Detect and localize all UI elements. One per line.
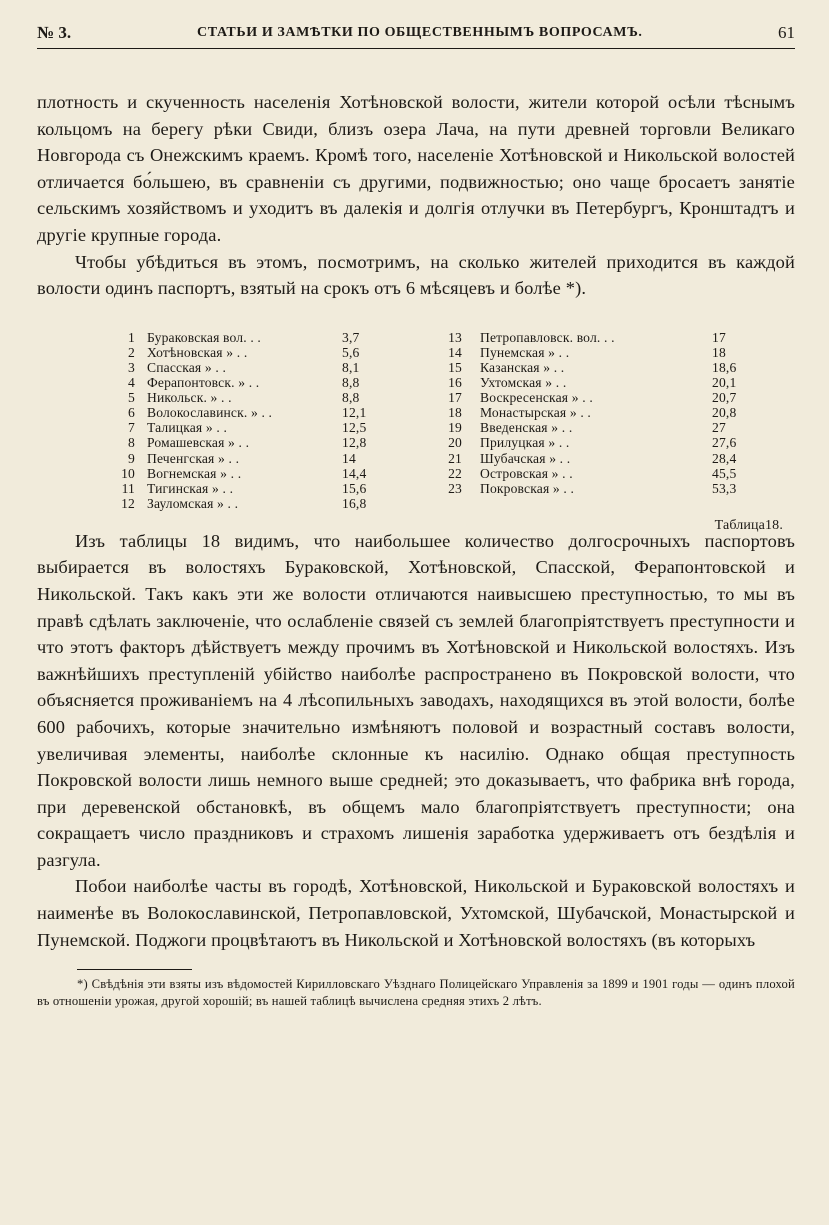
- table-row: [115, 360, 405, 375]
- volost-name: Ферапонтовск. » . .: [147, 375, 260, 391]
- row-number: 13: [448, 329, 462, 345]
- table-row: [442, 435, 742, 450]
- section-title: СТАТЬИ И ЗАМѢТКИ ПО ОБЩЕСТВЕННЫМЪ ВОПРОСАМЪ.: [197, 25, 643, 40]
- row-value: 14: [342, 450, 356, 466]
- footnote-text: *) Свѣдѣнія эти взяты изъ вѣдомостей Кирилловскаго Уѣзднаго Полицейскаго Управленія за 1899 и 1901 годы — одинъ плохой въ отношеніи урожая, другой хорошій; въ нашей таблицѣ вычислена средняя этихъ 2 лѣтъ.: [37, 977, 795, 1009]
- table-row: [115, 466, 405, 481]
- row-number: 18: [448, 405, 462, 421]
- row-number: 21: [448, 450, 462, 466]
- row-number: 7: [128, 420, 135, 436]
- row-value: 20,1: [712, 375, 737, 391]
- table-row: [442, 466, 742, 481]
- volost-name: Введенская » . .: [480, 420, 573, 436]
- table-row: [442, 451, 742, 466]
- row-number: 8: [128, 435, 135, 451]
- volost-name: Никольск. » . .: [147, 390, 232, 406]
- row-value: 5,6: [342, 344, 360, 360]
- row-number: 19: [448, 420, 462, 436]
- row-number: 5: [128, 390, 135, 406]
- page-number: 61: [778, 23, 795, 42]
- row-number: 22: [448, 465, 462, 481]
- row-value: 12,1: [342, 405, 367, 421]
- table-18: [37, 306, 795, 533]
- row-value: 3,7: [342, 329, 360, 345]
- table-row: [442, 420, 742, 435]
- volost-name: Монастырская » . .: [480, 405, 591, 421]
- row-value: 18,6: [712, 359, 737, 375]
- row-number: 9: [128, 450, 135, 466]
- table-right-column: [442, 330, 742, 496]
- row-value: 20,8: [712, 405, 737, 421]
- row-value: 16,8: [342, 495, 367, 511]
- document-page: [37, 18, 795, 1010]
- volost-name: Бураковская вол. . .: [147, 329, 261, 345]
- table-row: [115, 420, 405, 435]
- paragraph-3: Изъ таблицы 18 видимъ, что наибольшее количество долгосрочныхъ паспортовъ выбирается въ волостяхъ Бураковской, Хотѣновской, Спасской, Ферапонтовской и Никольской. Такъ какъ эти же волости отличаются наивысшею преступностью, то мы въ правѣ сдѣлать заключеніе, что ослабленіе связей съ землей благопріятствуетъ преступности и что этотъ факторъ дѣйствуетъ между прочимъ въ Хотѣновской и Никольской волостяхъ. Изъ важнѣйшихъ преступленій убійство наиболѣе распространено въ Покровской волости, что объясняется проживаніемъ на 4 лѣсопильныхъ заводахъ, находящихся въ этой волости, болѣе 600 рабочихъ, которые значительно измѣняютъ половой и возрастный составъ волости, увеличивая элементы, наиболѣе склонные къ насилію. Однако общая преступность Покровской волости лишь немного выше средней; это доказываетъ, что фабрика внѣ города, при деревенской обстановкѣ, въ общемъ мало благопріятствуетъ преступности; она сокращаетъ число праздниковъ и страхомъ лишенія заработка удерживаетъ отъ бездѣлія и разгула.: [37, 530, 795, 870]
- row-number: 4: [128, 375, 135, 391]
- row-value: 27: [712, 420, 726, 436]
- table-row: [442, 330, 742, 345]
- row-number: 3: [128, 359, 135, 375]
- volost-name: Вогнемская » . .: [147, 465, 242, 481]
- volost-name: Спасская » . .: [147, 359, 227, 375]
- volost-name: Зауломская » . .: [147, 495, 239, 511]
- table-row: [442, 390, 742, 405]
- row-number: 10: [121, 465, 135, 481]
- row-number: 1: [128, 329, 135, 345]
- issue-number: № 3.: [37, 23, 72, 42]
- volost-name: Волокославинск. » . .: [147, 405, 273, 421]
- row-number: 15: [448, 359, 462, 375]
- table-caption: Таблица18.: [714, 517, 783, 533]
- volost-name: Ромашевская » . .: [147, 435, 250, 451]
- row-value: 18: [712, 344, 726, 360]
- row-value: 8,1: [342, 359, 360, 375]
- paragraph-4: Побои наиболѣе часты въ городѣ, Хотѣновской, Никольской и Бураковской волостяхъ и наименѣе въ Волокославинской, Петропавловской, Ухтомской, Шубачской, Монастырской и Пунемской. Поджоги процвѣтаютъ въ Никольской и Хотѣновской волостяхъ (въ которыхъ: [37, 876, 795, 950]
- volost-name: Покровская » . .: [480, 480, 575, 496]
- table-row: [442, 375, 742, 390]
- row-number: 20: [448, 435, 462, 451]
- row-number: 11: [121, 480, 135, 496]
- row-number: 16: [448, 375, 462, 391]
- paragraph-1: плотность и скученность населенія Хотѣновской волости, жители которой осѣли тѣснымъ кольцомъ на берегу рѣки Свиди, близъ озера Лача, на пути древней торговли Великаго Новгорода съ Онежскимъ краемъ. Кромѣ того, населеніе Хотѣновской и Никольской волостей отличается бо́льшею, въ сравненіи съ другими, подвижностью; оно чаще бросаетъ занятіе сельскимъ хозяйствомъ и уходитъ въ далекія и долгія отлучки въ Петербургъ, Кронштадтъ и другіе крупные города.: [37, 92, 795, 245]
- row-number: 17: [448, 390, 462, 406]
- volost-name: Островская » . .: [480, 465, 573, 481]
- table-row: [115, 405, 405, 420]
- table-row: [442, 405, 742, 420]
- volost-name: Тигинская » . .: [147, 480, 234, 496]
- volost-name: Печенгская » . .: [147, 450, 240, 466]
- row-value: 28,4: [712, 450, 737, 466]
- volost-name: Шубачская » . .: [480, 450, 571, 466]
- running-head: [37, 18, 795, 49]
- row-value: 53,3: [712, 480, 737, 496]
- row-value: 12,5: [342, 420, 367, 436]
- row-value: 17: [712, 329, 726, 345]
- table-row: [115, 451, 405, 466]
- row-number: 14: [448, 344, 462, 360]
- table-row: [115, 330, 405, 345]
- row-value: 8,8: [342, 375, 360, 391]
- row-value: 12,8: [342, 435, 367, 451]
- table-left-column: [115, 330, 405, 511]
- row-number: 2: [128, 344, 135, 360]
- body-text: [37, 89, 795, 953]
- table-row: [115, 481, 405, 496]
- row-value: 8,8: [342, 390, 360, 406]
- table-row: [115, 435, 405, 450]
- paragraph-2: Чтобы убѣдиться въ этомъ, посмотримъ, на сколько жителей приходится въ каждой волости одинъ паспортъ, взятый на срокъ отъ 6 мѣсяцевъ и болѣе *).: [37, 251, 795, 299]
- footnote: [37, 976, 795, 1010]
- table-row: [442, 481, 742, 496]
- volost-name: Ухтомская » . .: [480, 375, 567, 391]
- table-row: [115, 375, 405, 390]
- volost-name: Прилуцкая » . .: [480, 435, 570, 451]
- volost-name: Талицкая » . .: [147, 420, 228, 436]
- row-number: 6: [128, 405, 135, 421]
- volost-name: Пунемская » . .: [480, 344, 570, 360]
- row-value: 14,4: [342, 465, 367, 481]
- table-row: [442, 345, 742, 360]
- table-row: [442, 360, 742, 375]
- row-number: 23: [448, 480, 462, 496]
- volost-name: Хотѣновская » . .: [147, 344, 248, 360]
- footnote-divider: [77, 969, 192, 970]
- table-row: [115, 345, 405, 360]
- row-number: 12: [121, 495, 135, 511]
- row-value: 45,5: [712, 465, 737, 481]
- volost-name: Казанская » . .: [480, 359, 565, 375]
- row-value: 27,6: [712, 435, 737, 451]
- volost-name: Петропавловск. вол. . .: [480, 329, 615, 345]
- row-value: 15,6: [342, 480, 367, 496]
- row-value: 20,7: [712, 390, 737, 406]
- table-row: [115, 390, 405, 405]
- volost-name: Воскресенская » . .: [480, 390, 593, 406]
- table-row: [115, 496, 405, 511]
